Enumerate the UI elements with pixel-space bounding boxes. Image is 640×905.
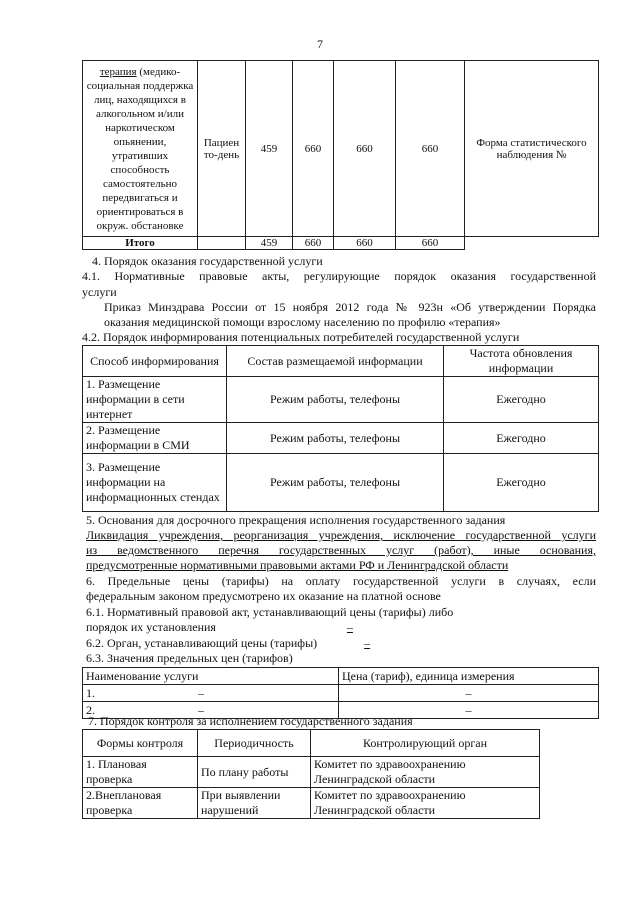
section41-line: 4.1. Нормативные правовые акты, регулирующие порядок оказания государственной xyxy=(82,269,596,283)
method-cell: 1. Размещение информации в сети интернет xyxy=(83,377,227,423)
service-name-cell xyxy=(83,685,339,702)
section42-line: 4.2. Порядок информирования потенциальных потребителей государственной услуги xyxy=(82,330,520,344)
header-service-name: Наименование услуги xyxy=(83,668,339,685)
section62-label: 6.2. Орган, устанавливающий цены (тарифы) xyxy=(86,636,318,650)
header-price: Цена (тариф), единица измерения xyxy=(339,668,599,685)
price-table xyxy=(82,667,599,719)
frequency-cell: Ежегодно xyxy=(444,423,599,454)
total-unit-cell xyxy=(198,237,246,250)
order-line-1: Приказ Минздрава России от 15 ноября 2012 года № 923н «Об утверждении Порядка xyxy=(104,300,596,314)
content-cell: Режим работы, телефоны xyxy=(227,423,444,454)
frequency-cell: Ежегодно xyxy=(444,454,599,512)
section63-heading: 6.3. Значения предельных цен (тарифов) xyxy=(86,651,293,665)
header-form: Формы контроля xyxy=(83,730,198,757)
price-cell: – xyxy=(339,685,599,702)
total-value: 459 xyxy=(246,237,293,250)
table-row xyxy=(83,377,599,423)
order-line-2: оказания медицинской помощи взрослому населению по профилю «терапия» xyxy=(104,315,501,329)
section61-line-1: 6.1. Нормативный правовой акт, устанавливающий цены (тарифы) либо xyxy=(86,605,454,619)
value-cell: 660 xyxy=(396,61,465,237)
table-row xyxy=(83,788,540,819)
section61-value: – xyxy=(346,620,353,634)
row-number: 1. xyxy=(86,685,95,700)
service-name-value: – xyxy=(198,702,204,717)
section41-cont: услуги xyxy=(82,285,117,299)
page-number: 7 xyxy=(317,37,323,51)
section5-line-1: Ликвидация учреждения, реорганизация учреждения, исключение государственной услуги xyxy=(86,528,596,542)
total-label: Итого xyxy=(83,237,198,250)
table-row xyxy=(83,685,599,702)
section62-value: – xyxy=(364,636,371,650)
service-name-underlined: терапия xyxy=(99,65,137,78)
header-method: Способ информирования xyxy=(83,346,227,377)
section6-line-2: федеральным законом предусмотрено их оказание на платной основе xyxy=(86,589,441,603)
total-source-cell xyxy=(465,237,599,250)
row-number: 2. xyxy=(86,702,95,717)
total-row xyxy=(83,237,599,250)
section7-heading: 7. Порядок контроля за исполнением государственного задания xyxy=(88,714,413,728)
control-table xyxy=(82,729,540,819)
service-name-value: – xyxy=(198,685,204,700)
info-table xyxy=(82,345,599,512)
total-value: 660 xyxy=(334,237,396,250)
source-cell: Форма статистического наблюдения № xyxy=(465,61,599,237)
section4-heading: 4. Порядок оказания государственной услуги xyxy=(92,254,323,268)
service-name-cell xyxy=(83,61,198,237)
period-cell: При выявлении нарушений xyxy=(198,788,311,819)
body-cell: Комитет по здравоохранению Ленинградской области xyxy=(311,757,540,788)
period-cell: По плану работы xyxy=(198,757,311,788)
table-row xyxy=(83,757,540,788)
content-cell: Режим работы, телефоны xyxy=(227,377,444,423)
table-row xyxy=(83,454,599,512)
value-cell: 660 xyxy=(293,61,334,237)
header-period: Периодичность xyxy=(198,730,311,757)
section61-label: порядок их установления xyxy=(86,620,216,634)
total-value: 660 xyxy=(293,237,334,250)
unit-cell: Пациен то-день xyxy=(198,61,246,237)
section5-heading: 5. Основания для досрочного прекращения исполнения государственного задания xyxy=(86,513,506,527)
value-cell: 459 xyxy=(246,61,293,237)
frequency-cell: Ежегодно xyxy=(444,377,599,423)
service-volume-table xyxy=(82,60,599,250)
content-cell: Режим работы, телефоны xyxy=(227,454,444,512)
section61-line-2 xyxy=(86,619,484,635)
method-cell: 2. Размещение информации в СМИ xyxy=(83,423,227,454)
table-header-row xyxy=(83,668,599,685)
method-cell: 3. Размещение информации на информационных стендах xyxy=(83,454,227,512)
form-cell: 2.Внеплановая проверка xyxy=(83,788,198,819)
header-body: Контролирующий орган xyxy=(311,730,540,757)
form-cell: 1. Плановая проверка xyxy=(83,757,198,788)
section5-line-3: предусмотренные нормативными правовыми актами РФ и Ленинградской области xyxy=(86,558,509,572)
table-row xyxy=(83,61,599,237)
table-row xyxy=(83,423,599,454)
service-name-rest: (медико-социальная поддержка лиц, находящихся в алкогольном и/или наркотическом опьянении, утративших способность самостоятельно передвигаться и ориентироваться в окруж. обстановке xyxy=(86,65,194,232)
total-value: 660 xyxy=(396,237,465,250)
value-cell: 660 xyxy=(334,61,396,237)
table-header-row xyxy=(83,346,599,377)
header-content: Состав размещаемой информации xyxy=(227,346,444,377)
header-frequency: Частота обновления информации xyxy=(444,346,599,377)
section6-line-1: 6. Предельные цены (тарифы) на оплату государственной услуги в случаях, если xyxy=(86,574,596,588)
section62-line xyxy=(86,635,417,651)
section5-line-2: из ведомственного перечня государственных услуг (работ), иные основания, xyxy=(86,543,596,557)
table-header-row xyxy=(83,730,540,757)
body-cell: Комитет по здравоохранению Ленинградской области xyxy=(311,788,540,819)
price-cell: – xyxy=(339,702,599,719)
